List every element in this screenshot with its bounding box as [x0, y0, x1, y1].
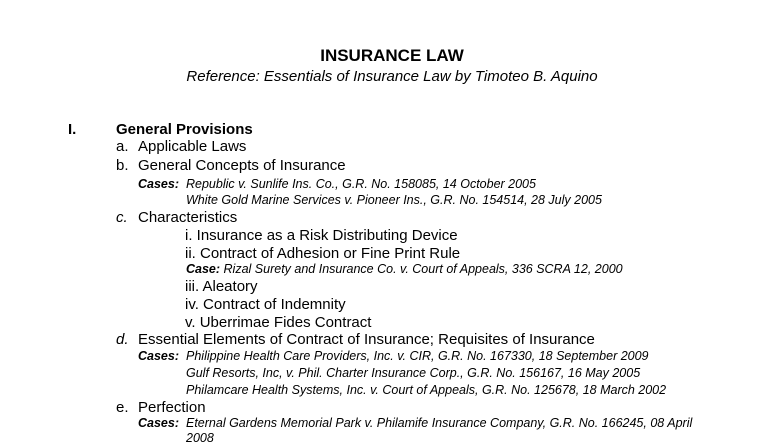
section-title: General Provisions — [116, 121, 253, 138]
item-b-letter: b. — [116, 157, 129, 174]
item-d-cases-label: Cases: — [138, 349, 179, 363]
item-a-letter: a. — [116, 138, 129, 155]
section-number: I. — [68, 121, 77, 138]
subitem: iii. Aleatory — [185, 278, 258, 295]
item-a-label: Applicable Laws — [138, 138, 247, 155]
document-title: INSURANCE LAW — [320, 46, 464, 65]
item-c-letter: c. — [116, 209, 128, 226]
case-citation: Philamcare Health Systems, Inc. v. Court of Appeals, G.R. No. 125678, 18 March 2002 — [186, 383, 667, 397]
item-e-letter: e. — [116, 399, 129, 416]
item-b-cases-label: Cases: — [138, 177, 179, 191]
item-e-cases-label: Cases: — [138, 416, 179, 430]
subitem: iv. Contract of Indemnity — [185, 296, 346, 313]
subitem: v. Uberrimae Fides Contract — [185, 314, 372, 331]
case-citation: 2008 — [186, 431, 214, 445]
item-d-label: Essential Elements of Contract of Insurance; Requisites of Insurance — [138, 331, 595, 348]
document-reference: Reference: Essentials of Insurance Law by Timoteo B. Aquino — [186, 68, 598, 85]
case-citation: Gulf Resorts, Inc, v. Phil. Charter Insurance Corp., G.R. No. 156167, 16 May 2005 — [186, 366, 641, 380]
case-citation: White Gold Marine Services v. Pioneer Ins., G.R. No. 154514, 28 July 2005 — [186, 193, 602, 207]
item-c-label: Characteristics — [138, 209, 238, 226]
case-citation: Philippine Health Care Providers, Inc. v. CIR, G.R. No. 167330, 18 September 2009 — [186, 349, 649, 363]
case-citation: Republic v. Sunlife Ins. Co., G.R. No. 158085, 14 October 2005 — [186, 177, 536, 191]
case-citation: Eternal Gardens Memorial Park v. Philamife Insurance Company, G.R. No. 166245, 08 April — [186, 416, 693, 430]
item-b-label: General Concepts of Insurance — [138, 157, 346, 174]
item-c-case: Case: Rizal Surety and Insurance Co. v. Court of Appeals, 336 SCRA 12, 2000 — [186, 262, 623, 276]
item-e-label: Perfection — [138, 399, 206, 416]
item-d-letter: d. — [116, 331, 129, 348]
subitem: i. Insurance as a Risk Distributing Device — [185, 227, 458, 244]
subitem: ii. Contract of Adhesion or Fine Print Rule — [185, 245, 461, 262]
